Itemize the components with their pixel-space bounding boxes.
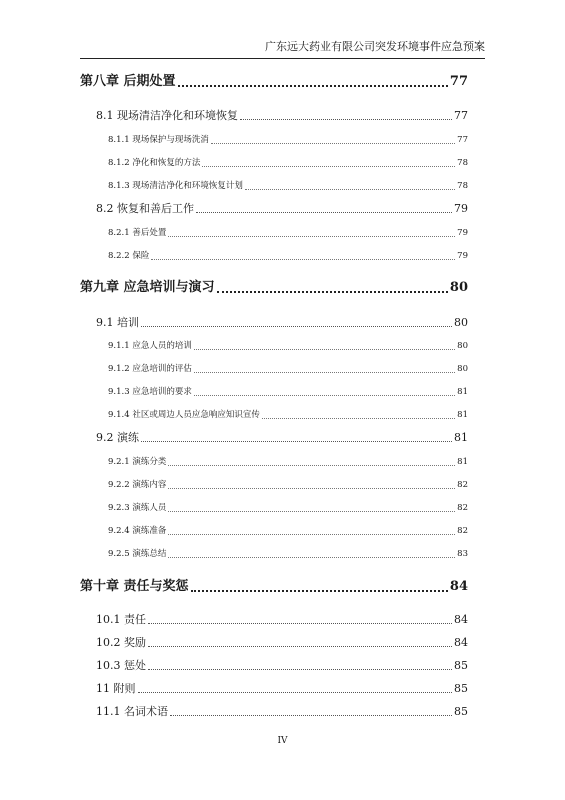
toc-entry-title: 8.2.2 保险: [108, 251, 150, 261]
dot-leader: [245, 189, 455, 190]
dot-leader: [202, 166, 455, 167]
dot-leader: [211, 143, 455, 144]
toc-chapter-10[interactable]: [80, 579, 468, 595]
toc-entry-title: 9.2.4 演练准备: [108, 526, 167, 536]
toc-subsection-9-1-4[interactable]: [108, 410, 468, 421]
toc-section-9-2[interactable]: [96, 431, 468, 445]
toc-entry-page: 80: [457, 341, 468, 351]
page-footer: [0, 735, 565, 747]
dot-leader: [168, 488, 455, 489]
dot-leader: [148, 623, 452, 624]
dot-leader: [194, 349, 455, 350]
toc-entry-page: 79: [454, 202, 468, 215]
toc-entry-title: 11 附则: [96, 682, 136, 695]
toc-entry-page: 78: [457, 158, 468, 168]
dot-leader: [196, 212, 452, 213]
toc-entry-title: 第九章 应急培训与演习: [80, 280, 215, 295]
page-number: IV: [277, 736, 288, 746]
toc-subsection-9-1-1[interactable]: [108, 341, 468, 352]
toc-section-10-3[interactable]: [96, 659, 468, 673]
toc-section-10-2[interactable]: [96, 636, 468, 650]
toc-entry-title: 第八章 后期处置: [80, 74, 176, 89]
toc-subsection-9-1-2[interactable]: [108, 364, 468, 375]
toc-entry-page: 85: [454, 659, 468, 672]
dot-leader: [141, 441, 452, 442]
toc-entry-title: 8.2 恢复和善后工作: [96, 202, 194, 215]
toc-entry-title: 10.2 奖励: [96, 636, 146, 649]
toc-chapter-9[interactable]: [80, 280, 468, 296]
toc-entry-title: 8.1 现场清洁净化和环境恢复: [96, 109, 238, 122]
toc-section-8-2[interactable]: [96, 202, 468, 216]
running-header: [80, 40, 485, 59]
toc-entry-page: 79: [457, 228, 468, 238]
toc-entry-page: 80: [449, 280, 468, 295]
toc-entry-page: 79: [457, 251, 468, 261]
toc-entry-page: 77: [457, 135, 468, 145]
toc-section-11[interactable]: [96, 682, 468, 696]
toc-section-8-1[interactable]: [96, 109, 468, 123]
dot-leader: [217, 291, 448, 293]
toc-subsection-9-2-4[interactable]: [108, 526, 468, 537]
toc-entry-title: 11.1 名词术语: [96, 705, 168, 718]
dot-leader: [240, 119, 452, 120]
dot-leader: [168, 511, 455, 512]
toc-entry-title: 9.1 培训: [96, 316, 139, 329]
dot-leader: [168, 534, 455, 535]
dot-leader: [138, 692, 453, 693]
dot-leader: [194, 372, 455, 373]
dot-leader: [151, 259, 455, 260]
toc-entry-title: 9.2 演练: [96, 431, 139, 444]
toc-entry-page: 82: [457, 526, 468, 536]
toc-entry-page: 81: [457, 410, 468, 420]
toc-entry-page: 81: [454, 431, 468, 444]
toc-entry-title: 10.3 惩处: [96, 659, 146, 672]
toc-entry-page: 84: [449, 579, 468, 594]
toc-section-10-1[interactable]: [96, 613, 468, 627]
dot-leader: [168, 465, 455, 466]
dot-leader: [194, 395, 455, 396]
toc-entry-title: 9.1.3 应急培训的要求: [108, 387, 192, 397]
toc-entry-title: 9.1.2 应急培训的评估: [108, 364, 192, 374]
dot-leader: [178, 85, 448, 87]
toc-entry-title: 8.1.1 现场保护与现场洗消: [108, 135, 209, 145]
dot-leader: [170, 715, 452, 716]
toc-entry-page: 82: [457, 480, 468, 490]
toc-entry-title: 9.2.2 演练内容: [108, 480, 167, 490]
dot-leader: [168, 236, 455, 237]
toc-section-11-1[interactable]: [96, 705, 468, 719]
toc-entry-title: 8.1.2 净化和恢复的方法: [108, 158, 201, 168]
toc-entry-page: 84: [454, 636, 468, 649]
toc-entry-title: 8.2.1 善后处置: [108, 228, 167, 238]
toc-entry-page: 77: [454, 109, 468, 122]
toc-entry-title: 9.2.3 演练人员: [108, 503, 167, 513]
toc-entry-title: 第十章 责任与奖惩: [80, 579, 189, 594]
toc-subsection-9-2-3[interactable]: [108, 503, 468, 514]
toc-entry-title: 10.1 责任: [96, 613, 146, 626]
toc-entry-page: 85: [454, 682, 468, 695]
toc-subsection-8-1-1[interactable]: [108, 135, 468, 146]
dot-leader: [191, 590, 448, 592]
toc-entry-page: 84: [454, 613, 468, 626]
toc-subsection-9-2-1[interactable]: [108, 457, 468, 468]
toc-subsection-9-2-2[interactable]: [108, 480, 468, 491]
toc-entry-title: 9.1.4 社区或周边人员应急响应知识宣传: [108, 410, 260, 420]
dot-leader: [148, 669, 452, 670]
toc-entry-page: 82: [457, 503, 468, 513]
toc-subsection-8-1-2[interactable]: [108, 158, 468, 169]
toc-entry-title: 9.2.5 演练总结: [108, 549, 167, 559]
toc-entry-title: 9.2.1 演练分类: [108, 457, 167, 467]
toc-entry-page: 78: [457, 181, 468, 191]
toc-entry-title: 8.1.3 现场清洁净化和环境恢复计划: [108, 181, 243, 191]
toc-entry-page: 81: [457, 457, 468, 467]
dot-leader: [148, 646, 452, 647]
toc-entry-page: 80: [454, 316, 468, 329]
toc-chapter-8[interactable]: [80, 74, 468, 90]
toc-subsection-8-1-3[interactable]: [108, 181, 468, 192]
toc-subsection-9-2-5[interactable]: [108, 549, 468, 560]
toc-entry-page: 85: [454, 705, 468, 718]
toc-section-9-1[interactable]: [96, 316, 468, 330]
dot-leader: [141, 326, 452, 327]
toc-entry-page: 77: [449, 74, 468, 89]
toc-entry-page: 81: [457, 387, 468, 397]
toc-subsection-9-1-3[interactable]: [108, 387, 468, 398]
toc-entry-page: 80: [457, 364, 468, 374]
toc-subsection-8-2-1[interactable]: [108, 228, 468, 239]
header-title: 广东远大药业有限公司突发环境事件应急预案: [265, 40, 485, 53]
dot-leader: [262, 418, 455, 419]
toc-subsection-8-2-2[interactable]: [108, 251, 468, 262]
toc-entry-title: 9.1.1 应急人员的培训: [108, 341, 192, 351]
dot-leader: [168, 557, 455, 558]
toc-entry-page: 83: [457, 549, 468, 559]
